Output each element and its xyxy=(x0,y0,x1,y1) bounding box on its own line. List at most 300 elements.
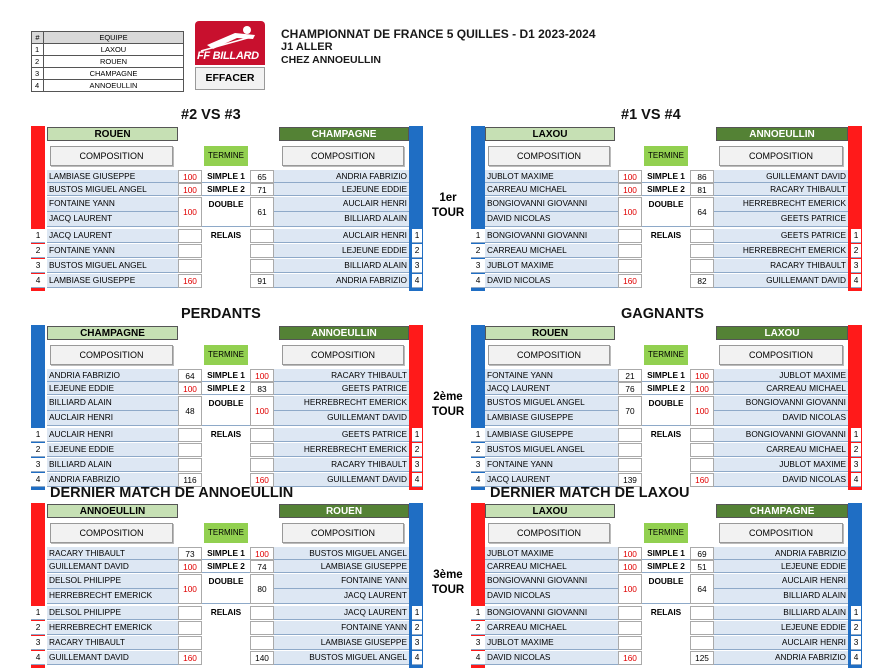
player-b: RACARY THIBAULT xyxy=(274,369,409,382)
player-b: JUBLOT MAXIME xyxy=(714,458,848,472)
player-b: JUBLOT MAXIME xyxy=(714,369,848,382)
match-type-label: SIMPLE 2 xyxy=(642,183,690,196)
score-a[interactable]: 64 xyxy=(178,369,202,382)
player-b: BONGIOVANNI GIOVANNI xyxy=(714,428,848,442)
match-type-label: SIMPLE 2 xyxy=(202,382,250,395)
team-a-header: ROUEN xyxy=(47,127,178,141)
relais-num: 3 xyxy=(412,259,422,273)
relais-row xyxy=(31,229,422,243)
composition-button[interactable]: COMPOSITION xyxy=(282,345,404,365)
relais-num: 2 xyxy=(412,244,422,258)
relais-score-b-empty[interactable] xyxy=(250,428,274,442)
relais-num: 3 xyxy=(851,458,861,472)
player-b: ANDRIA FABRIZIO xyxy=(274,170,409,183)
score-b[interactable]: 51 xyxy=(690,560,714,573)
relais-score-b-empty[interactable] xyxy=(690,428,714,442)
relais-num: 4 xyxy=(412,274,422,288)
score-b[interactable]: 65 xyxy=(250,170,274,183)
score-a[interactable]: 73 xyxy=(178,547,202,560)
relais-num: 4 xyxy=(412,651,422,665)
relais-num: 3 xyxy=(471,636,485,650)
termine-button[interactable]: TERMINE xyxy=(204,146,248,166)
player-b: BILLIARD ALAIN xyxy=(274,259,409,273)
relais-score-b-empty[interactable] xyxy=(690,244,714,258)
match-type-label: SIMPLE 1 xyxy=(642,170,690,183)
relais-score-b-empty[interactable] xyxy=(250,458,274,472)
simple-row xyxy=(485,183,848,196)
player-a: JUBLOT MAXIME xyxy=(485,259,618,273)
relais-score-a[interactable]: 116 xyxy=(178,473,202,487)
simple-row xyxy=(47,369,409,382)
match-type-label: RELAIS xyxy=(202,229,250,243)
relais-score-a-empty[interactable] xyxy=(178,636,202,650)
player-b: BUSTOS MIGUEL ANGEL xyxy=(274,547,409,560)
relais-num: 4 xyxy=(471,473,485,487)
relais-score-a-empty[interactable] xyxy=(178,229,202,243)
composition-button[interactable]: COMPOSITION xyxy=(488,146,610,166)
player-a: BONGIOVANNI GIOVANNI xyxy=(485,606,618,620)
score-a[interactable]: 100 xyxy=(618,574,642,604)
score-a[interactable]: 100 xyxy=(618,170,642,183)
player-a: FONTAINE YANN xyxy=(485,458,618,472)
equipe-num: 3 xyxy=(32,68,44,80)
player-b: HERREBRECHT EMERICK xyxy=(274,396,409,411)
composition-button[interactable]: COMPOSITION xyxy=(50,146,173,166)
relais-row xyxy=(471,458,861,472)
score-b[interactable]: 100 xyxy=(250,547,274,560)
tour-label xyxy=(420,390,476,420)
double-row xyxy=(485,197,848,227)
section-heading: PERDANTS xyxy=(181,306,261,322)
player-a: BONGIOVANNI GIOVANNI xyxy=(485,229,618,243)
relais-num: 1 xyxy=(471,229,485,243)
player-b: DAVID NICOLAS xyxy=(714,473,848,487)
relais-score-b-empty[interactable] xyxy=(250,636,274,650)
player-a: JACQ LAURENT xyxy=(47,229,178,243)
match-type-label: RELAIS xyxy=(642,229,690,243)
player-a: BILLIARD ALAIN xyxy=(47,458,178,472)
match-type-label: SIMPLE 1 xyxy=(642,547,690,560)
score-b[interactable]: 100 xyxy=(250,396,274,426)
relais-row xyxy=(31,274,422,288)
relais-score-a-empty[interactable] xyxy=(178,443,202,457)
score-b[interactable]: 64 xyxy=(690,574,714,604)
relais-score-b-empty[interactable] xyxy=(690,458,714,472)
player-a: AUCLAIR HENRI xyxy=(47,411,178,426)
score-b[interactable]: 83 xyxy=(250,382,274,395)
team-b-header: ROUEN xyxy=(279,504,409,518)
relais-row xyxy=(31,621,422,635)
equipe-name: CHAMPAGNE xyxy=(44,68,184,80)
match-type-label: RELAIS xyxy=(202,428,250,442)
score-a[interactable]: 100 xyxy=(618,197,642,227)
relais-num: 2 xyxy=(31,443,45,457)
composition-button[interactable]: COMPOSITION xyxy=(719,146,843,166)
match-type-label: DOUBLE xyxy=(642,574,690,604)
team-a-header: LAXOU xyxy=(485,504,615,518)
player-b: AUCLAIR HENRI xyxy=(274,229,409,243)
match-type-label: SIMPLE 2 xyxy=(642,560,690,573)
score-b[interactable]: 64 xyxy=(690,197,714,227)
relais-num: 3 xyxy=(31,458,45,472)
player-a: LAMBIASE GIUSEPPE xyxy=(47,170,178,183)
player-b: CARREAU MICHAEL xyxy=(714,382,848,395)
player-b: JACQ LAURENT xyxy=(274,589,409,604)
match-type-label: SIMPLE 2 xyxy=(642,382,690,395)
tour-number: 1er xyxy=(439,192,457,204)
team-a-header: LAXOU xyxy=(485,127,615,141)
relais-row xyxy=(471,651,861,665)
player-a: DELSOL PHILIPPE xyxy=(47,606,178,620)
relais-num: 4 xyxy=(31,651,45,665)
player-a: FONTAINE YANN xyxy=(47,197,178,212)
relais-score-a-empty[interactable] xyxy=(618,428,642,442)
relais-num: 2 xyxy=(851,621,861,635)
relais-score-a[interactable]: 160 xyxy=(178,274,202,288)
relais-score-b-empty[interactable] xyxy=(690,636,714,650)
tour-word: TOUR xyxy=(431,406,465,418)
score-b[interactable]: 71 xyxy=(250,183,274,196)
player-a: FONTAINE YANN xyxy=(47,244,178,258)
page-title: CHAMPIONNAT DE FRANCE 5 QUILLES - D1 2023-2024 xyxy=(281,27,596,41)
termine-button[interactable]: TERMINE xyxy=(644,345,688,365)
relais-score-a-empty[interactable] xyxy=(618,259,642,273)
score-b[interactable]: 74 xyxy=(250,560,274,573)
player-b: CARREAU MICHAEL xyxy=(714,443,848,457)
player-b: GUILLEMANT DAVID xyxy=(274,473,409,487)
player-b: GUILLEMANT DAVID xyxy=(714,274,848,288)
simple-row xyxy=(485,560,848,573)
relais-score-b[interactable]: 160 xyxy=(250,473,274,487)
player-b: LAMBIASE GIUSEPPE xyxy=(274,560,409,573)
relais-row xyxy=(31,443,422,457)
score-b[interactable]: 81 xyxy=(690,183,714,196)
team-a-header: CHAMPAGNE xyxy=(47,326,178,340)
player-a: JACQ LAURENT xyxy=(47,212,178,227)
simple-row xyxy=(47,183,409,196)
tour-word: TOUR xyxy=(431,207,465,219)
double-row xyxy=(485,574,848,604)
relais-row xyxy=(471,244,861,258)
simple-row xyxy=(485,170,848,183)
score-a[interactable]: 100 xyxy=(178,382,202,395)
player-b: LEJEUNE EDDIE xyxy=(274,244,409,258)
section-heading: #1 VS #4 xyxy=(621,107,681,123)
player-b: DAVID NICOLAS xyxy=(714,411,848,426)
match-type-label: RELAIS xyxy=(642,428,690,442)
score-a[interactable]: 48 xyxy=(178,396,202,426)
player-b: BILLIARD ALAIN xyxy=(274,212,409,227)
relais-num: 4 xyxy=(851,651,861,665)
match-type-label: DOUBLE xyxy=(202,574,250,604)
composition-button[interactable]: COMPOSITION xyxy=(488,523,610,543)
player-a: JACQ LAURENT xyxy=(485,473,618,487)
relais-num: 2 xyxy=(851,443,861,457)
player-a: BUSTOS MIGUEL ANGEL xyxy=(485,396,618,411)
score-a[interactable]: 100 xyxy=(618,183,642,196)
equipe-name: ROUEN xyxy=(44,56,184,68)
relais-row xyxy=(471,274,861,288)
tour-label xyxy=(420,191,476,221)
player-b: RACARY THIBAULT xyxy=(274,458,409,472)
team-b-header: CHAMPAGNE xyxy=(279,127,409,141)
equipe-num: 4 xyxy=(32,80,44,92)
simple-row xyxy=(47,560,409,573)
relais-num: 4 xyxy=(471,651,485,665)
relais-score-a[interactable]: 160 xyxy=(618,651,642,665)
player-a: BILLIARD ALAIN xyxy=(47,396,178,411)
relais-num: 2 xyxy=(412,443,422,457)
termine-button[interactable]: TERMINE xyxy=(204,345,248,365)
equipe-num: 2 xyxy=(32,56,44,68)
relais-score-b-empty[interactable] xyxy=(250,606,274,620)
player-a: LAMBIASE GIUSEPPE xyxy=(485,428,618,442)
relais-num: 4 xyxy=(31,473,45,487)
relais-score-b-empty[interactable] xyxy=(250,259,274,273)
simple-row xyxy=(485,369,848,382)
page-subtitle: J1 ALLER xyxy=(281,41,333,53)
relais-score-b-empty[interactable] xyxy=(690,443,714,457)
score-a[interactable]: 100 xyxy=(178,183,202,196)
composition-button[interactable]: COMPOSITION xyxy=(282,146,404,166)
logo-text: FF BILLARD xyxy=(197,50,259,62)
composition-button[interactable]: COMPOSITION xyxy=(282,523,404,543)
composition-button[interactable]: COMPOSITION xyxy=(488,345,610,365)
relais-row xyxy=(471,259,861,273)
player-a: BONGIOVANNI GIOVANNI xyxy=(485,574,618,589)
relais-score-a-empty[interactable] xyxy=(618,458,642,472)
relais-score-a-empty[interactable] xyxy=(178,244,202,258)
relais-score-b[interactable]: 140 xyxy=(250,651,274,665)
player-a: HERREBRECHT EMERICK xyxy=(47,621,178,635)
score-a[interactable]: 70 xyxy=(618,396,642,426)
termine-button[interactable]: TERMINE xyxy=(644,146,688,166)
player-a: LAMBIASE GIUSEPPE xyxy=(47,274,178,288)
relais-score-a-empty[interactable] xyxy=(618,621,642,635)
player-a: DAVID NICOLAS xyxy=(485,651,618,665)
double-row xyxy=(47,396,409,426)
simple-row xyxy=(47,170,409,183)
score-a[interactable]: 100 xyxy=(178,574,202,604)
relais-row xyxy=(471,606,861,620)
relais-row xyxy=(471,229,861,243)
section-heading: #2 VS #3 xyxy=(181,107,241,123)
score-a[interactable]: 100 xyxy=(618,547,642,560)
relais-score-b[interactable]: 82 xyxy=(690,274,714,288)
relais-score-a-empty[interactable] xyxy=(178,259,202,273)
relais-score-b-empty[interactable] xyxy=(250,443,274,457)
composition-button[interactable]: COMPOSITION xyxy=(50,345,173,365)
player-b: LEJEUNE EDDIE xyxy=(714,621,848,635)
relais-num: 1 xyxy=(31,229,45,243)
player-b: HERREBRECHT EMERICK xyxy=(274,443,409,457)
score-b[interactable]: 100 xyxy=(690,396,714,426)
relais-num: 3 xyxy=(412,636,422,650)
relais-score-b[interactable]: 91 xyxy=(250,274,274,288)
relais-score-a-empty[interactable] xyxy=(618,229,642,243)
relais-score-b-empty[interactable] xyxy=(250,229,274,243)
relais-score-a-empty[interactable] xyxy=(178,458,202,472)
player-b: GUILLEMANT DAVID xyxy=(274,411,409,426)
match-type-label: RELAIS xyxy=(202,606,250,620)
score-b[interactable]: 80 xyxy=(250,574,274,604)
relais-score-a-empty[interactable] xyxy=(618,443,642,457)
player-a: CARREAU MICHAEL xyxy=(485,621,618,635)
player-a: JACQ LAURENT xyxy=(485,382,618,395)
player-b: BILLIARD ALAIN xyxy=(714,606,848,620)
relais-num: 1 xyxy=(412,428,422,442)
relais-num: 1 xyxy=(851,229,861,243)
venue: CHEZ ANNOEULLIN xyxy=(281,54,381,66)
relais-row xyxy=(471,621,861,635)
relais-num: 3 xyxy=(851,259,861,273)
team-a-header: ROUEN xyxy=(485,326,615,340)
relais-num: 4 xyxy=(851,274,861,288)
player-b: LEJEUNE EDDIE xyxy=(274,183,409,196)
termine-button[interactable]: TERMINE xyxy=(204,523,248,543)
player-a: ANDRIA FABRIZIO xyxy=(47,369,178,382)
score-a[interactable]: 100 xyxy=(178,170,202,183)
relais-num: 2 xyxy=(31,244,45,258)
relais-score-a-empty[interactable] xyxy=(178,606,202,620)
match-type-label: SIMPLE 1 xyxy=(202,170,250,183)
simple-row xyxy=(47,382,409,395)
relais-row xyxy=(31,244,422,258)
score-b[interactable]: 61 xyxy=(250,197,274,227)
player-b: FONTAINE YANN xyxy=(274,621,409,635)
score-a[interactable]: 100 xyxy=(618,560,642,573)
relais-score-a[interactable]: 139 xyxy=(618,473,642,487)
score-b[interactable]: 69 xyxy=(690,547,714,560)
relais-row xyxy=(471,636,861,650)
player-a: CARREAU MICHAEL xyxy=(485,560,618,573)
team-a-header: ANNOEULLIN xyxy=(47,504,178,518)
tour-label xyxy=(420,568,476,598)
termine-button[interactable]: TERMINE xyxy=(644,523,688,543)
equipe-header: EQUIPE xyxy=(44,32,184,44)
relais-score-b-empty[interactable] xyxy=(250,621,274,635)
relais-score-a-empty[interactable] xyxy=(178,621,202,635)
match-type-label: RELAIS xyxy=(642,606,690,620)
section-heading: GAGNANTS xyxy=(621,306,704,322)
relais-score-a-empty[interactable] xyxy=(178,428,202,442)
player-a: ANDRIA FABRIZIO xyxy=(47,473,178,487)
player-b: AUCLAIR HENRI xyxy=(714,636,848,650)
simple-row xyxy=(47,547,409,560)
relais-num: 2 xyxy=(471,443,485,457)
relais-score-a[interactable]: 160 xyxy=(618,274,642,288)
score-a[interactable]: 76 xyxy=(618,382,642,395)
relais-num: 2 xyxy=(471,621,485,635)
effacer-button[interactable]: EFFACER xyxy=(195,67,265,90)
relais-row xyxy=(31,651,422,665)
relais-row xyxy=(31,636,422,650)
player-b: GUILLEMANT DAVID xyxy=(714,170,848,183)
relais-row xyxy=(471,443,861,457)
player-a: BUSTOS MIGUEL ANGEL xyxy=(485,443,618,457)
score-a[interactable]: 100 xyxy=(178,197,202,227)
score-a[interactable]: 100 xyxy=(178,560,202,573)
score-b[interactable]: 86 xyxy=(690,170,714,183)
relais-score-b-empty[interactable] xyxy=(690,621,714,635)
relais-score-b-empty[interactable] xyxy=(250,244,274,258)
score-a[interactable]: 21 xyxy=(618,369,642,382)
relais-score-b[interactable]: 125 xyxy=(690,651,714,665)
player-a: JUBLOT MAXIME xyxy=(485,170,618,183)
score-b[interactable]: 100 xyxy=(250,369,274,382)
relais-score-b[interactable]: 160 xyxy=(690,473,714,487)
player-b: LEJEUNE EDDIE xyxy=(714,560,848,573)
relais-num: 3 xyxy=(31,636,45,650)
player-b: GEETS PATRICE xyxy=(714,229,848,243)
score-b[interactable]: 100 xyxy=(690,382,714,395)
player-b: ANDRIA FABRIZIO xyxy=(714,651,848,665)
relais-num: 4 xyxy=(471,274,485,288)
double-row xyxy=(485,396,848,426)
player-a: JUBLOT MAXIME xyxy=(485,636,618,650)
relais-score-a-empty[interactable] xyxy=(618,636,642,650)
relais-num: 1 xyxy=(851,606,861,620)
relais-num: 3 xyxy=(412,458,422,472)
section-heading: DERNIER MATCH DE ANNOEULLIN xyxy=(50,485,294,501)
relais-num: 2 xyxy=(412,621,422,635)
relais-row xyxy=(471,428,861,442)
score-b[interactable]: 100 xyxy=(690,369,714,382)
player-a: DAVID NICOLAS xyxy=(485,589,618,604)
relais-score-b-empty[interactable] xyxy=(690,259,714,273)
relais-num: 1 xyxy=(471,428,485,442)
relais-num: 2 xyxy=(31,621,45,635)
relais-score-b-empty[interactable] xyxy=(690,606,714,620)
relais-num: 4 xyxy=(851,473,861,487)
match-type-label: SIMPLE 1 xyxy=(202,547,250,560)
relais-num: 1 xyxy=(851,428,861,442)
relais-score-a-empty[interactable] xyxy=(618,606,642,620)
player-b: ANDRIA FABRIZIO xyxy=(274,274,409,288)
relais-num: 3 xyxy=(851,636,861,650)
player-a: BONGIOVANNI GIOVANNI xyxy=(485,197,618,212)
relais-score-b-empty[interactable] xyxy=(690,229,714,243)
relais-row xyxy=(31,606,422,620)
player-a: DAVID NICOLAS xyxy=(485,274,618,288)
player-a: CARREAU MICHAEL xyxy=(485,244,618,258)
relais-num: 1 xyxy=(31,428,45,442)
player-a: DAVID NICOLAS xyxy=(485,212,618,227)
relais-row xyxy=(31,428,422,442)
player-b: AUCLAIR HENRI xyxy=(274,197,409,212)
player-b: GEETS PATRICE xyxy=(274,428,409,442)
player-b: AUCLAIR HENRI xyxy=(714,574,848,589)
player-b: BUSTOS MIGUEL ANGEL xyxy=(274,651,409,665)
relais-num: 3 xyxy=(471,259,485,273)
match-type-label: SIMPLE 2 xyxy=(202,183,250,196)
relais-num: 1 xyxy=(412,606,422,620)
match-type-label: DOUBLE xyxy=(202,396,250,426)
equipe-name: ANNOEULLIN xyxy=(44,80,184,92)
player-a: LEJEUNE EDDIE xyxy=(47,443,178,457)
relais-num: 1 xyxy=(471,606,485,620)
composition-button[interactable]: COMPOSITION xyxy=(719,345,843,365)
composition-button[interactable]: COMPOSITION xyxy=(50,523,173,543)
relais-num: 1 xyxy=(31,606,45,620)
relais-score-a[interactable]: 160 xyxy=(178,651,202,665)
player-a: GUILLEMANT DAVID xyxy=(47,651,178,665)
player-a: RACARY THIBAULT xyxy=(47,636,178,650)
player-a: BUSTOS MIGUEL ANGEL xyxy=(47,183,178,196)
player-b: GEETS PATRICE xyxy=(274,382,409,395)
composition-button[interactable]: COMPOSITION xyxy=(719,523,843,543)
relais-score-a-empty[interactable] xyxy=(618,244,642,258)
